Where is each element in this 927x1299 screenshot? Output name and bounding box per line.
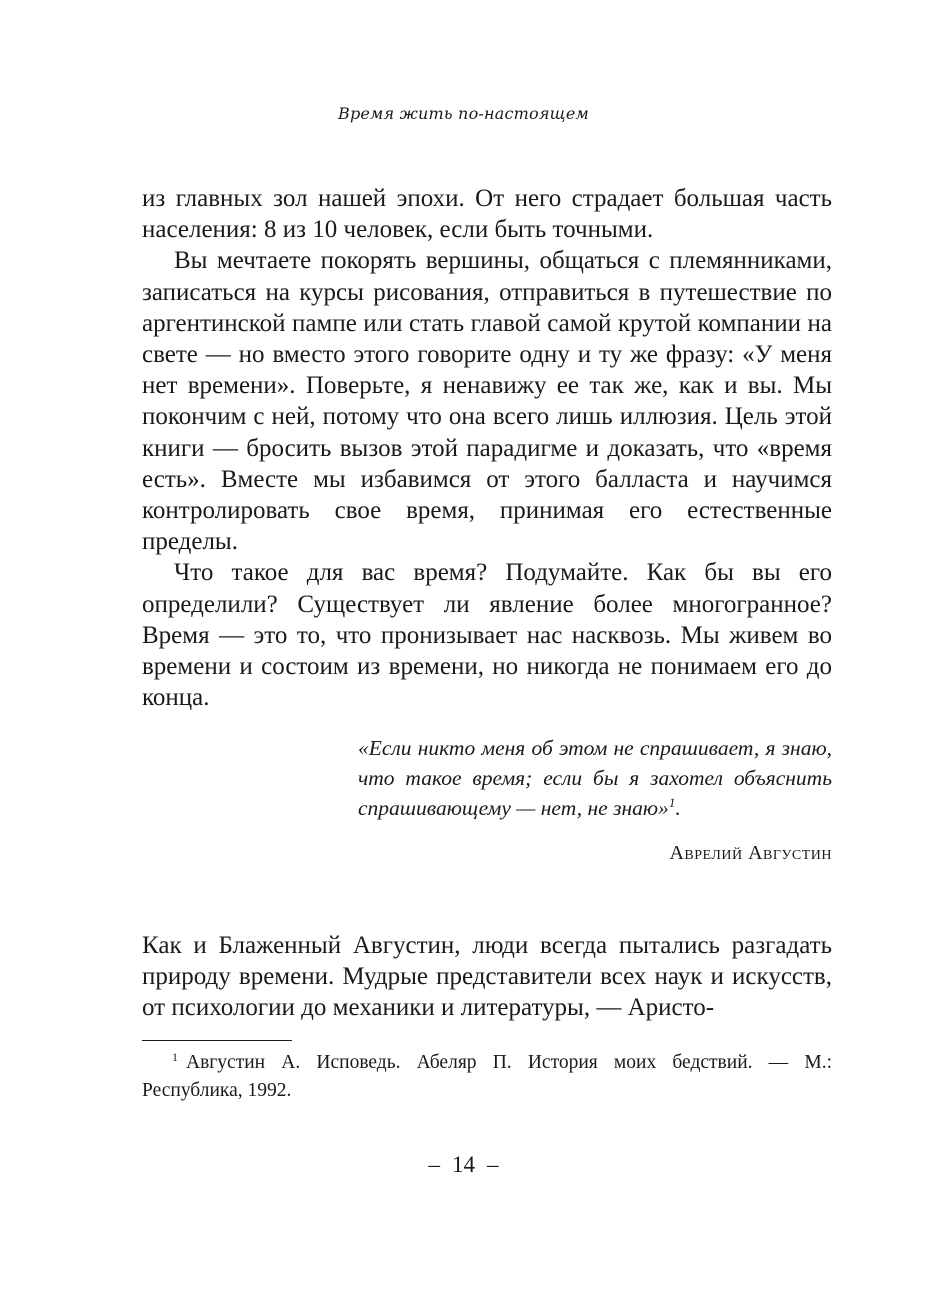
footnote-divider	[142, 1040, 292, 1041]
page-number-dash-right: –	[487, 1152, 499, 1177]
page-number-value: 14	[452, 1152, 475, 1177]
page-number	[0, 1152, 927, 1178]
paragraph-dreams: Вы мечтаете покорять вершины, общаться с племянниками, записаться на курсы рисования, отправиться в путешествие по аргентинской пампе или стать главой самой крутой компании на свете — но вместо этого говорите одну и ту же фразу: «У меня нет времени». Поверьте, я ненавижу ее так же, как и вы. Мы покончим с ней, потому что она всего лишь иллюзия. Цель этой книги — бросить вызов этой парадигме и доказать, что «время есть». Вместе мы избавимся от этого балласта и научимся контролировать свое время, принимая его естественные пределы.	[142, 247, 832, 556]
footnote-number: 1	[172, 1049, 178, 1064]
page-number-dash-left: –	[428, 1152, 440, 1177]
running-head: Время жить по-настоящем	[337, 104, 589, 123]
epigraph-quote-text: «Если никто меня об этом не спрашивает, я знаю, что такое время; если бы я захотел объяснить спрашивающему — нет, не знаю»	[358, 736, 832, 820]
epigraph-author: Аврелий Августин	[669, 842, 832, 864]
footnote	[142, 1049, 832, 1105]
footnote-reference[interactable]: 1	[668, 794, 676, 810]
paragraph-augustine: Как и Блаженный Августин, люди всегда пытались разгадать природу времени. Мудрые представители всех наук и искусств, от психологии до механики и литературы, — Аристо-	[142, 932, 832, 1022]
epigraph-quote: «Если никто меня об этом не спрашивает, я знаю, что такое время; если бы я захотел объяснить спрашивающему — нет, не знаю»$^1$.	[358, 736, 832, 820]
paragraph-what-is-time: Что такое для вас время? Подумайте. Как бы вы его определили? Существует ли явление более многогранное? Время — это то, что пронизывает нас насквозь. Мы живем во времени и состоим из времени, но никогда не понимаем его до конца.	[142, 559, 832, 712]
main-text-bottom	[142, 930, 832, 1024]
footnote-text: Августин А. Исповедь. Абеляр П. История моих бедствий. — М.: Республика, 1992.	[142, 1052, 832, 1101]
paragraph-continuation: из главных зол нашей эпохи. От него страдает большая часть населения: 8 из 10 человек, если быть точными.	[142, 185, 832, 244]
main-text-top	[142, 183, 832, 713]
